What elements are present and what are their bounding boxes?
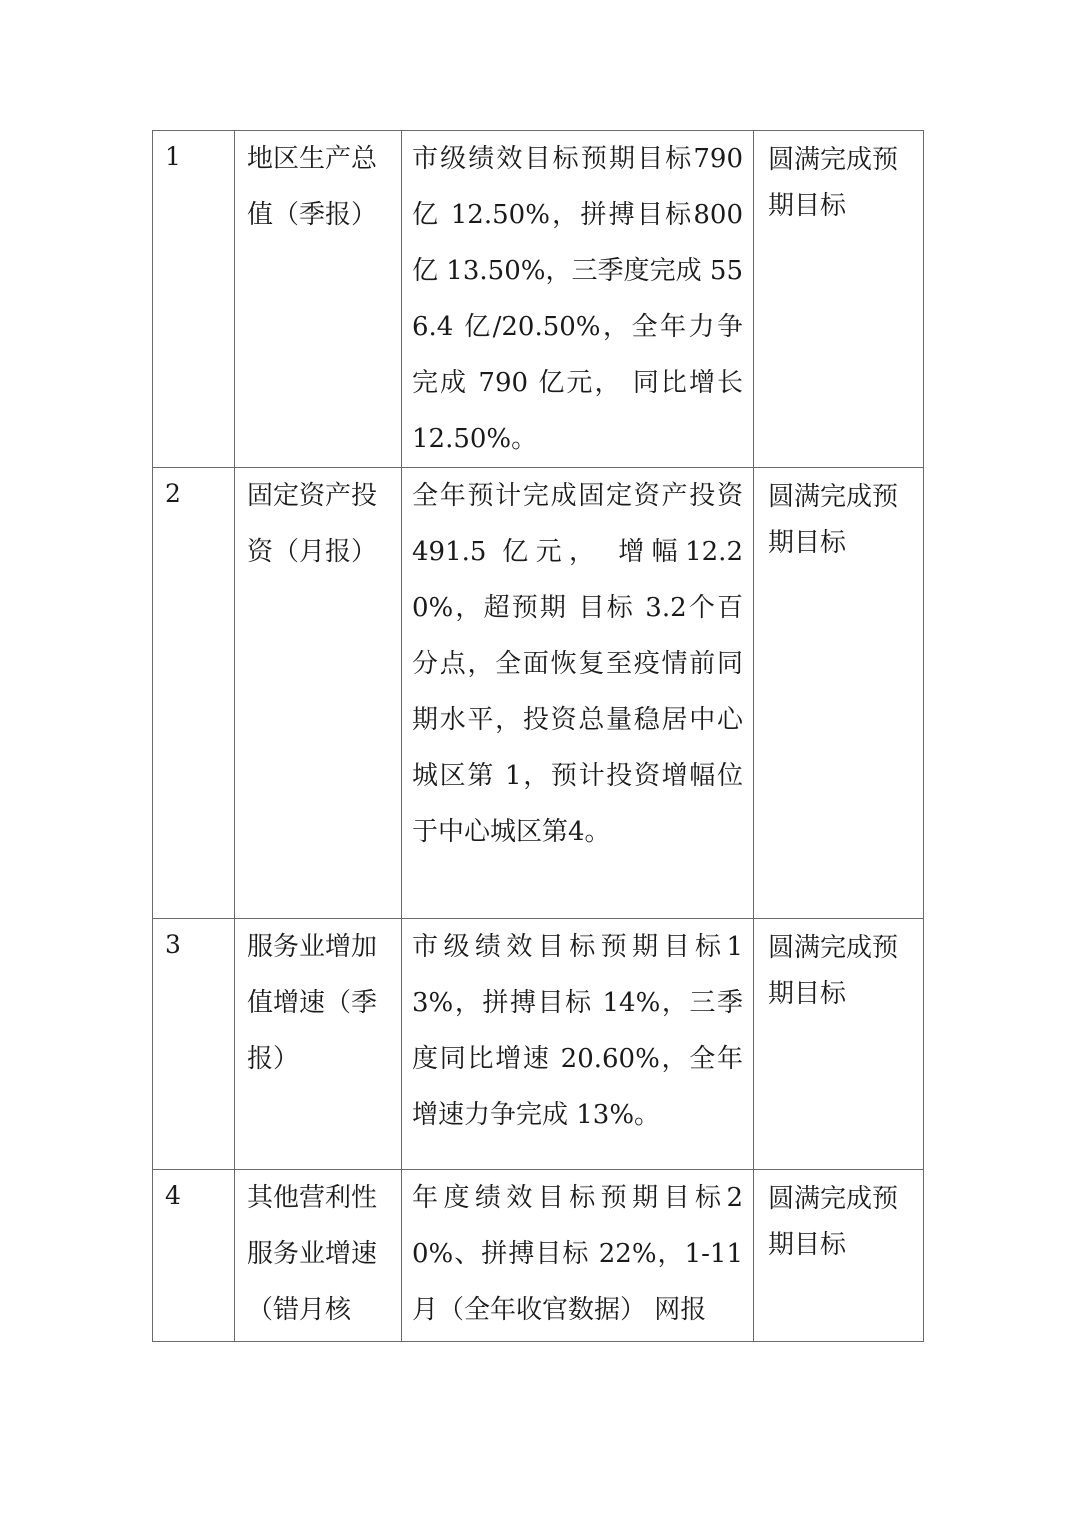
indicator-description: 市级绩效目标预期目标13%，拼搏目标 14%，三季度同比增速 20.60%，全年增速力争完成 13%。	[402, 919, 754, 1170]
completion-status: 圆满完成预期目标	[754, 468, 924, 919]
completion-status: 圆满完成预期目标	[754, 919, 924, 1170]
completion-status: 圆满完成预期目标	[754, 131, 924, 468]
indicator-name: 其他营利性服务业增速（错月核	[235, 1170, 402, 1342]
indicator-name: 固定资产投资（月报）	[235, 468, 402, 919]
indicator-name: 地区生产总值（季报）	[235, 131, 402, 468]
indicator-table	[152, 130, 924, 1342]
indicator-description: 全年预计完成固定资产投资 491.5 亿元， 增幅12.20%，超预期 目标 3.2个百分点，全面恢复至疫情前同期水平，投资总量稳居中心城区第 1，预计投资增幅位于中心城区第4。	[402, 468, 754, 919]
row-number: 2	[153, 468, 235, 919]
table-row	[153, 1170, 924, 1342]
table-row	[153, 919, 924, 1170]
table-row	[153, 468, 924, 919]
row-number: 1	[153, 131, 235, 468]
indicator-description: 年度绩效目标预期目标20%、拼搏目标 22%，1-11月（全年收官数据） 网报	[402, 1170, 754, 1342]
row-number: 4	[153, 1170, 235, 1342]
completion-status: 圆满完成预期目标	[754, 1170, 924, 1342]
indicator-description: 市级绩效目标预期目标790 亿 12.50%，拼搏目标800 亿 13.50%，三季度完成 556.4 亿/20.50%，全年力争完成 790 亿元， 同比增长 12.50%。	[402, 131, 754, 468]
row-number: 3	[153, 919, 235, 1170]
table-row	[153, 131, 924, 468]
indicator-name: 服务业增加值增速（季报）	[235, 919, 402, 1170]
